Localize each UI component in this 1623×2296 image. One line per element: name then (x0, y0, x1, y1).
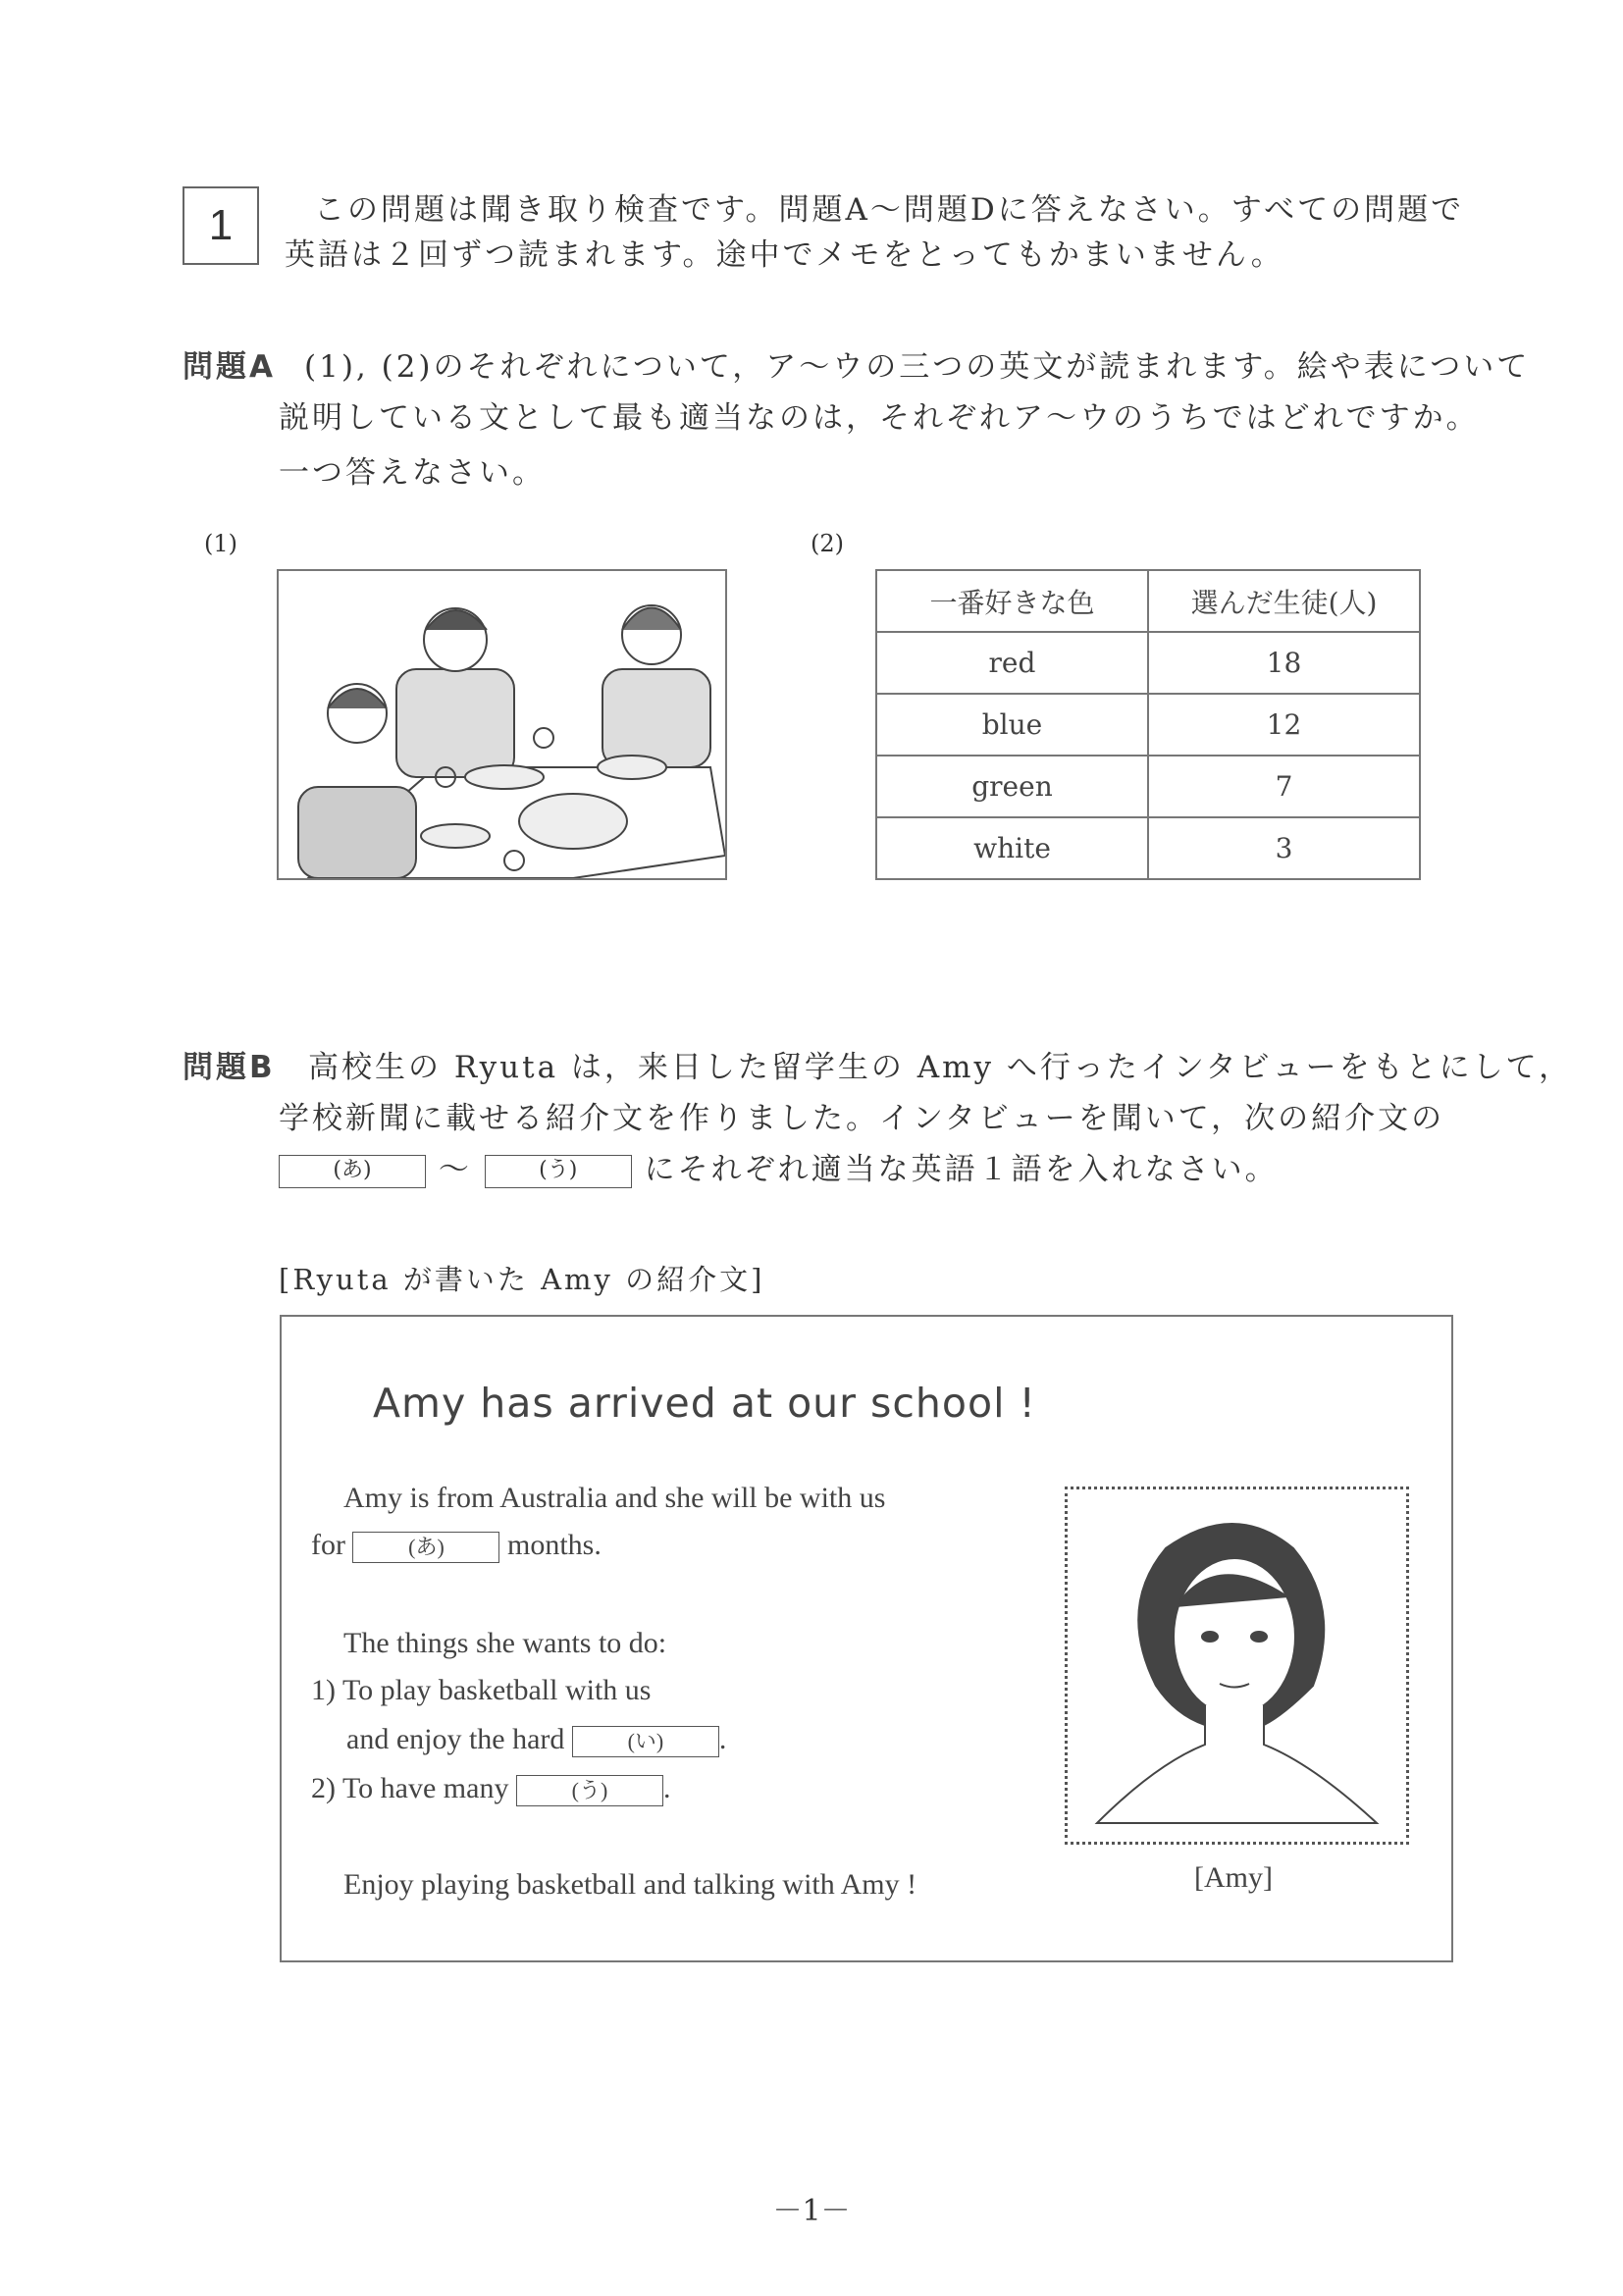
part-a-line3: 一つ答えなさい。 (279, 455, 546, 491)
text: . (662, 1772, 671, 1804)
part-b-line3 (279, 1144, 1279, 1188)
cell: 12 (1148, 694, 1420, 756)
cell: blue (876, 694, 1148, 756)
intro-p2: The things she wants to do: (343, 1627, 667, 1659)
intro-p1-line1: Amy is from Australia and she will be with us (343, 1482, 886, 1514)
amy-portrait (1065, 1487, 1409, 1845)
blank-a: (あ) (352, 1532, 499, 1563)
intro-p1-line2 (311, 1529, 602, 1563)
cell: 7 (1148, 756, 1420, 817)
blank-i: (い) (572, 1726, 719, 1757)
family-dinner-illustration (277, 569, 727, 880)
blank-a: (あ) (279, 1155, 426, 1188)
cell: white (876, 817, 1148, 879)
text: 2) To have many (311, 1772, 509, 1804)
cell: green (876, 756, 1148, 817)
favorite-color-table (875, 569, 1421, 880)
text: for (311, 1529, 345, 1561)
table-row (876, 817, 1420, 879)
figure1-label: (1) (204, 530, 237, 557)
table-header: 選んだ生徒(人) (1148, 570, 1420, 632)
intro-title: Amy has arrived at our school ! (373, 1380, 1036, 1427)
intro-item1-line2 (346, 1723, 726, 1757)
intro-item1-line1: 1) To play basketball with us (311, 1674, 652, 1706)
blank-u: (う) (516, 1775, 663, 1806)
table-header: 一番好きな色 (876, 570, 1148, 632)
part-b-line2: 学校新聞に載せる紹介文を作りました。インタビューを聞いて，次の紹介文の (279, 1101, 1445, 1136)
blank-u: (う) (485, 1155, 632, 1188)
intro-closing: Enjoy playing basketball and talking with Amy ! (343, 1868, 917, 1901)
question-intro-line1: この問題は聞き取り検査です。問題A～問題Dに答えなさい。すべての問題で (314, 192, 1465, 228)
part-b-line3-text: にそれぞれ適当な英語１語を入れなさい。 (644, 1152, 1279, 1187)
question-intro-line2: 英語は２回ずつ読まれます。途中でメモをとってもかまいません。 (285, 237, 1284, 273)
page-number: －1－ (772, 2194, 851, 2228)
table-row (876, 756, 1420, 817)
question-number-box: 1 (183, 186, 259, 265)
cell: 18 (1148, 632, 1420, 694)
cell: red (876, 632, 1148, 694)
introduction-box (280, 1315, 1453, 1962)
part-b-line1: 高校生の Ryuta は，来日した留学生の Amy へ行ったインタビューをもとにして， (308, 1050, 1573, 1085)
intro-caption: [Ryuta が書いた Amy の紹介文] (279, 1263, 765, 1296)
part-b-label: 問題B (183, 1050, 276, 1085)
figure2-label: (2) (811, 530, 844, 557)
text: and enjoy the hard (346, 1723, 565, 1755)
intro-item2 (311, 1772, 670, 1806)
table-row (876, 632, 1420, 694)
tilde: ～ (438, 1152, 472, 1187)
text: . (718, 1723, 727, 1755)
part-a-line1: (1), (2)のそれぞれについて，ア～ウの三つの英文が読まれます。絵や表について (304, 349, 1531, 385)
photo-caption: [Amy] (1194, 1861, 1273, 1894)
part-a-line2: 説明している文として最も適当なのは，それぞれア～ウのうちではどれですか。 (279, 400, 1480, 436)
part-a-label: 問題A (183, 349, 276, 385)
cell: 3 (1148, 817, 1420, 879)
table-row (876, 694, 1420, 756)
text: months. (506, 1529, 602, 1561)
